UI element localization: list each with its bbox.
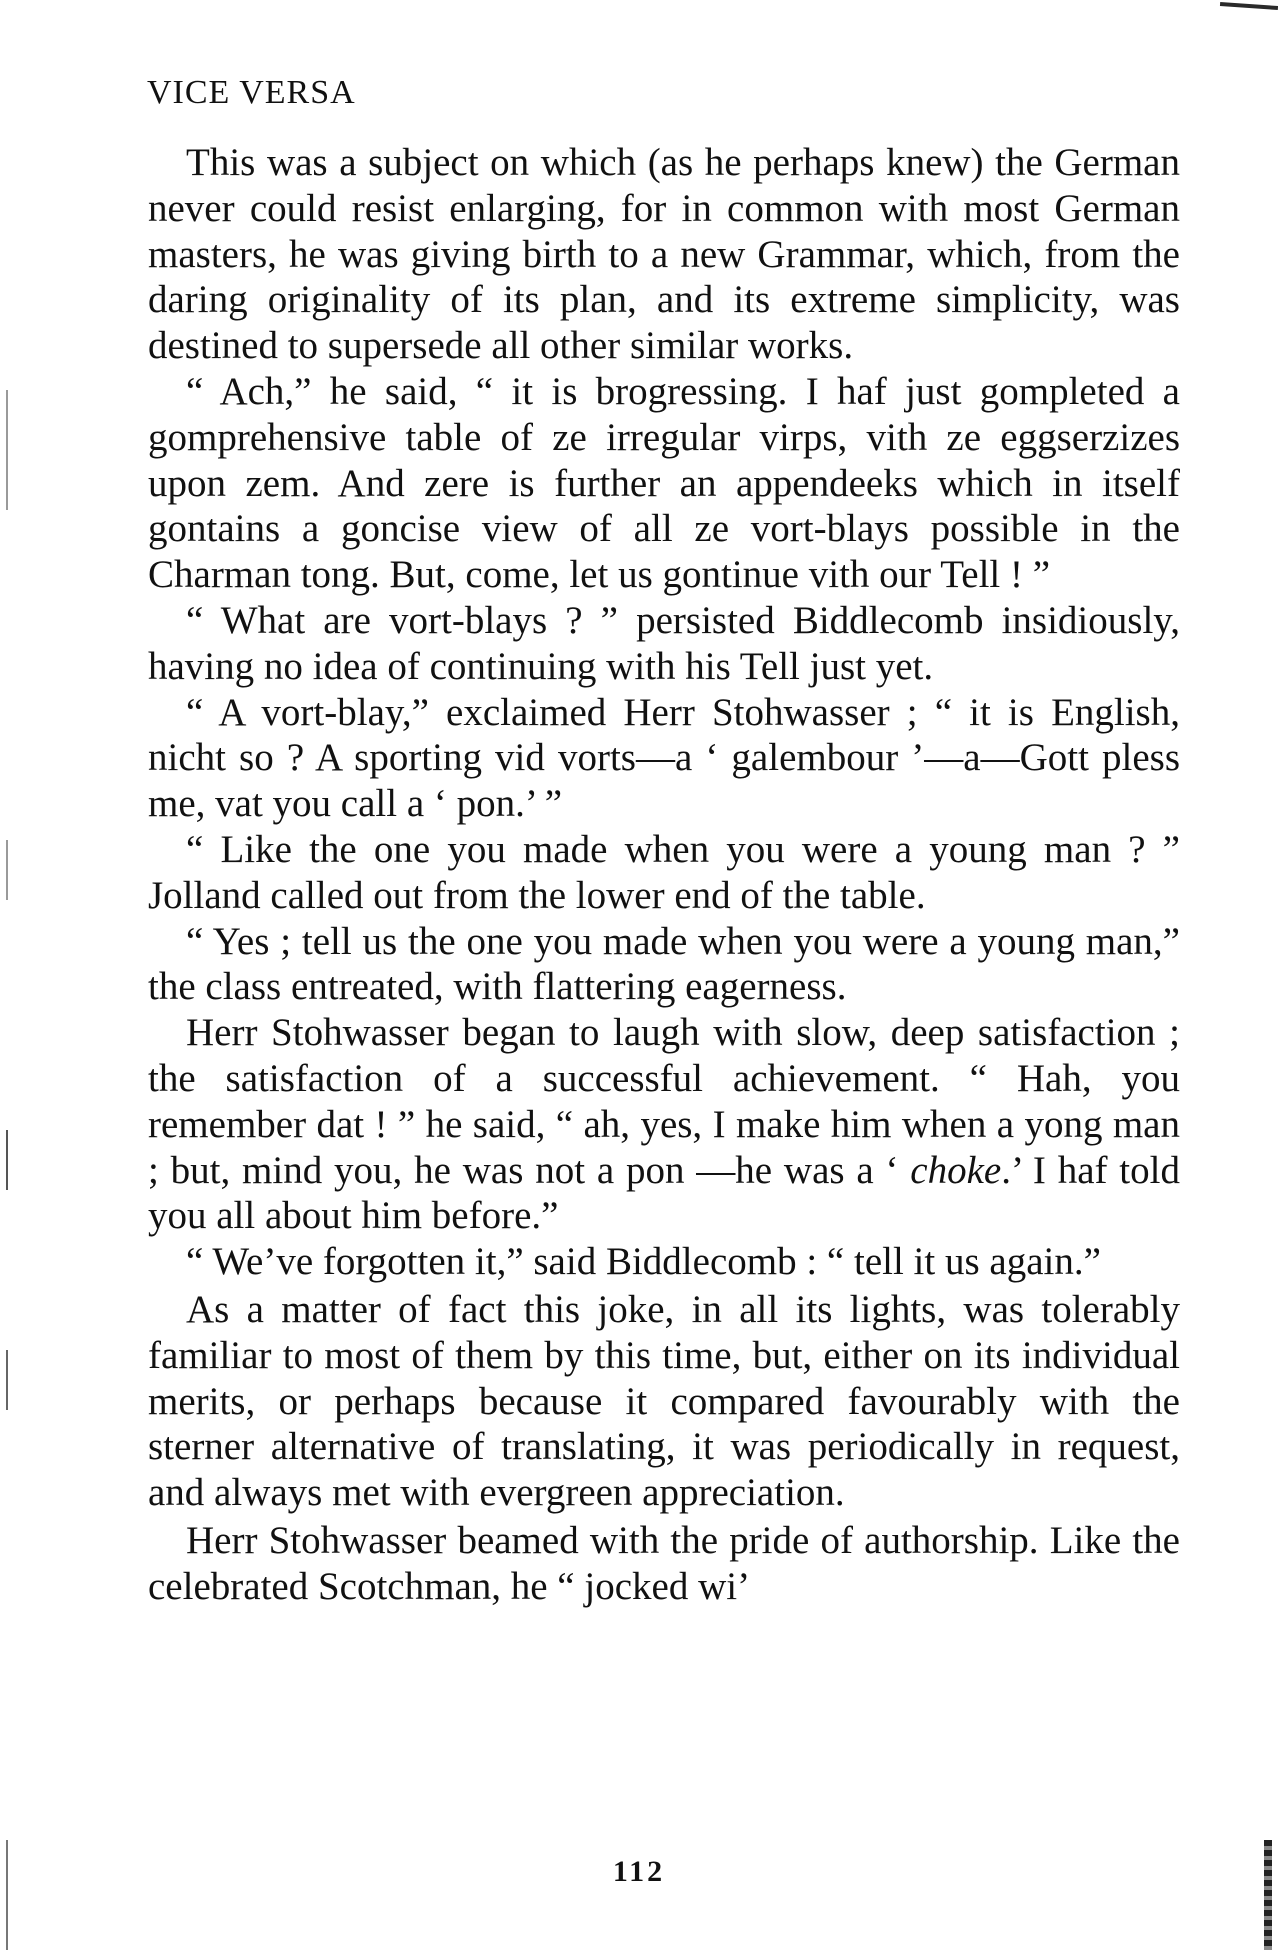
- scan-edge-mark: [6, 840, 8, 900]
- paragraph: “ Yes ; tell us the one you made when you were a young man,” the class entreated, with flattering eagerness.: [148, 919, 1180, 1009]
- body-text: [148, 140, 1180, 1610]
- italic-word: choke: [910, 1148, 1002, 1192]
- paragraph: “ A vort-blay,” exclaimed Herr Stohwasser ; “ it is English, nicht so ? A sporting vid vorts—a ‘ galembour ’—a—Gott pless me, vat you call a ‘ pon.’ ”: [148, 690, 1180, 826]
- scan-edge-mark: [6, 1350, 8, 1410]
- paragraph: “ Ach,” he said, “ it is brogressing. I haf just gompleted a gomprehensive table of ze irregular virps, vith ze eggserzizes upon zem. And zere is further an appendeeks which in itself gontains a goncise view of all ze vort-blays possible in the Charman tong. But, come, let us gontinue vith our Tell ! ”: [148, 369, 1180, 597]
- scan-edge-mark: [1220, 2, 1278, 10]
- paragraph: “ Like the one you made when you were a young man ? ” Jolland called out from the lower end of the table.: [148, 827, 1180, 917]
- paragraph: “ What are vort-blays ? ” persisted Biddlecomb insidiously, having no idea of continuing with his Tell just yet.: [148, 598, 1180, 688]
- scan-edge-mark: [6, 1130, 8, 1190]
- paragraph: As a matter of fact this joke, in all its lights, was tolerably familiar to most of them by this time, but, either on its individual merits, or perhaps because it compared favourably with the sterner alternative of translating, it was periodically in request, and always met with evergreen appreciation.: [148, 1287, 1180, 1515]
- running-head: VICE VERSA: [147, 74, 356, 111]
- paragraph: Herr Stohwasser began to laugh with slow, deep satisfaction ; the satisfaction of a successful achievement. “ Hah, you remember dat ! ” he said, “ ah, yes, I make him when a yong man ; but, mind you, he was not a pon —he was a ‘ choke.’ I haf told you all about him before.”: [148, 1011, 1180, 1238]
- scan-edge-mark: [6, 390, 8, 510]
- page-number: 112: [612, 1855, 666, 1888]
- paragraph: Herr Stohwasser beamed with the pride of authorship. Like the celebrated Scotchman, he “ jocked wi’: [148, 1518, 1180, 1608]
- paragraph: “ We’ve forgotten it,” said Biddlecomb : “ tell it us again.”: [186, 1240, 1101, 1284]
- paragraph: This was a subject on which (as he perhaps knew) the German never could resist enlarging, for in common with most German masters, he was giving birth to a new Grammar, which, from the daring originality of its plan, and its extreme simplicity, was destined to supersede all other similar works.: [148, 141, 1180, 368]
